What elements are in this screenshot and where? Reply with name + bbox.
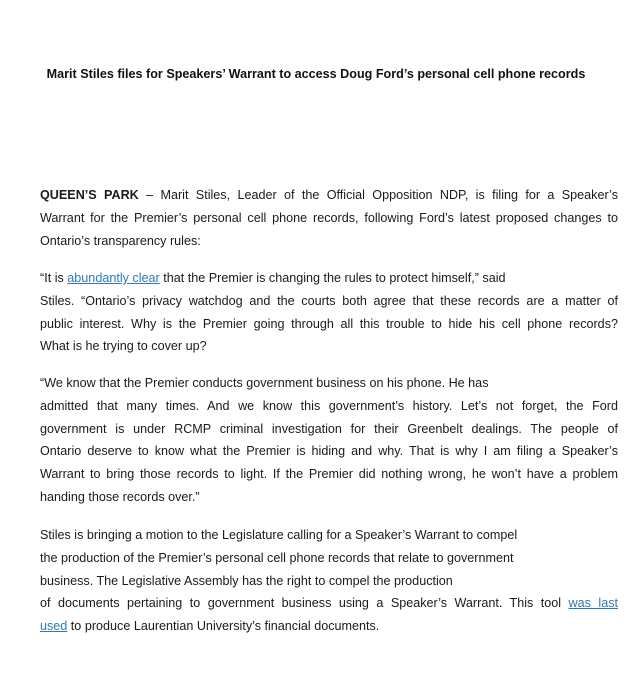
paragraph-line: Stiles is bringing a motion to the Legislature calling for a Speaker’s Warrant to compel (40, 528, 518, 542)
line-text: that the Premier is changing the rules to protect himself,” said (159, 271, 506, 285)
article-title: Marit Stiles files for Speakers’ Warrant to access Doug Ford’s personal cell phone records (46, 67, 586, 81)
paragraph-motion (40, 524, 618, 638)
paragraph-line (40, 267, 618, 290)
line-text: “It is (40, 271, 68, 285)
paragraph-line: admitted that many times. And we know this government’s history. Let’s not forget, the Ford (40, 398, 618, 413)
paragraph-line: Stiles. “Ontario’s privacy watchdog and the courts both agree that these records are a matter of (40, 293, 618, 308)
paragraph-line: What is he trying to cover up? (40, 339, 207, 354)
paragraph-line: Ontario deserve to know what the Premier is hiding and why. That is why I am filing a Speaker’s (40, 444, 618, 459)
paragraph-line: Warrant for the Premier’s personal cell phone records, following Ford’s latest proposed changes to (40, 210, 618, 225)
paragraph-line: handing those records over.” (40, 489, 200, 504)
line-text: to produce Laurentian University’s financial documents. (67, 619, 380, 634)
paragraph-line: public interest. Why is the Premier going through all this trouble to hide his cell phone records? (40, 316, 618, 331)
paragraph-line: business. The Legislative Assembly has the right to compel the production (40, 573, 453, 588)
paragraph-quote-2 (40, 372, 618, 509)
paragraph-line: the production of the Premier’s personal cell phone records that relate to government (40, 550, 514, 565)
paragraph-line: “We know that the Premier conducts government business on his phone. He has (40, 376, 489, 390)
paragraph-quote-1 (40, 267, 618, 358)
line-text: – Marit Stiles, Leader of the Official Opposition NDP, is filing for a Speaker’s (138, 188, 618, 202)
paragraph-line (40, 615, 618, 638)
paragraph-line: Warrant to bring those records to light. If the Premier did nothing wrong, he won’t have a problem (40, 467, 618, 482)
was-last-used-link-continued[interactable]: used (40, 619, 68, 634)
paragraph-line (40, 184, 618, 207)
was-last-used-link[interactable]: was last (568, 596, 618, 611)
paragraph-line: Ontario’s transparency rules: (40, 233, 201, 248)
paragraph-line (40, 592, 618, 615)
paragraph-intro (40, 184, 618, 252)
paragraph-line: government is under RCMP criminal investigation for their Greenbelt dealings. The people of (40, 421, 618, 436)
abundantly-clear-link[interactable]: abundantly clear (67, 271, 160, 285)
dateline: QUEEN’S PARK (40, 188, 139, 202)
line-text: of documents pertaining to government business using a Speaker’s Warrant. This tool (40, 596, 569, 611)
